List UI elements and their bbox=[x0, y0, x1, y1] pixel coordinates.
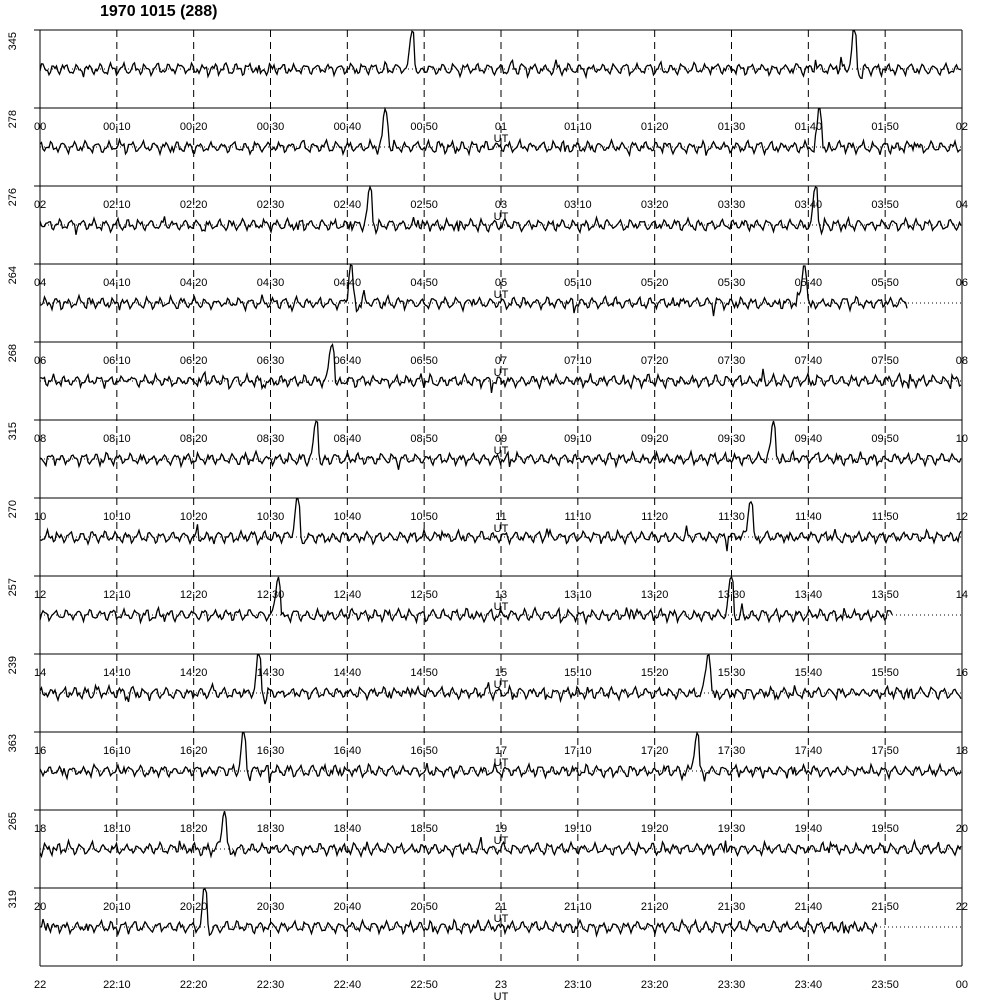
tick-label: 00 bbox=[34, 121, 47, 133]
tick-label: 13:10 bbox=[564, 589, 592, 601]
tick-label: 08:10 bbox=[103, 433, 131, 445]
tick-label: 02 bbox=[34, 199, 47, 211]
row-scale-label: 270 bbox=[7, 500, 19, 519]
tick-label: 06 bbox=[34, 355, 47, 367]
axis-unit-label: UT bbox=[493, 913, 509, 925]
tick-label: 12:40 bbox=[333, 589, 362, 601]
tick-label: 04 bbox=[34, 277, 47, 289]
tick-label: 12:30 bbox=[256, 589, 285, 601]
tick-label: 08:50 bbox=[410, 433, 438, 445]
tick-label: 01:50 bbox=[871, 121, 899, 133]
tick-label: 08 bbox=[34, 433, 47, 445]
tick-label: 16 bbox=[34, 745, 47, 757]
tick-label: 02 bbox=[955, 121, 968, 133]
row-scale-label: 265 bbox=[7, 812, 19, 831]
tick-label: 06:40 bbox=[333, 355, 362, 367]
tick-label: 22:10 bbox=[103, 979, 131, 991]
tick-label: 18:30 bbox=[256, 823, 285, 835]
tick-label: 22:40 bbox=[333, 979, 362, 991]
tick-label: 21:10 bbox=[564, 901, 592, 913]
axis-unit-label: UT bbox=[493, 757, 509, 769]
tick-label: 11:10 bbox=[564, 511, 592, 523]
tick-label: 14:20 bbox=[179, 667, 208, 679]
tick-label: 23 bbox=[494, 979, 508, 991]
tick-label: 00:20 bbox=[179, 121, 208, 133]
tick-label: 14:30 bbox=[256, 667, 285, 679]
tick-label: 23:20 bbox=[640, 979, 669, 991]
tick-label: 07:50 bbox=[871, 355, 899, 367]
tick-label: 22:50 bbox=[410, 979, 438, 991]
tick-label: 10:50 bbox=[410, 511, 438, 523]
tick-label: 21:20 bbox=[640, 901, 669, 913]
row-scale-label: 363 bbox=[7, 734, 19, 753]
tick-label: 12 bbox=[955, 511, 968, 523]
tick-label: 06:10 bbox=[103, 355, 131, 367]
tick-label: 09:20 bbox=[640, 433, 669, 445]
tick-label: 01:10 bbox=[564, 121, 592, 133]
tick-label: 19:10 bbox=[564, 823, 592, 835]
tick-label: 18:50 bbox=[410, 823, 438, 835]
tick-label: 04:40 bbox=[333, 277, 362, 289]
tick-label: 18:20 bbox=[179, 823, 208, 835]
row-scale-label: 239 bbox=[7, 656, 19, 675]
tick-label: 20 bbox=[34, 901, 47, 913]
tick-label: 22:20 bbox=[179, 979, 208, 991]
tick-label: 04:10 bbox=[103, 277, 131, 289]
tick-label: 07 bbox=[494, 355, 508, 367]
tick-label: 13:30 bbox=[717, 589, 746, 601]
tick-label: 16:30 bbox=[256, 745, 285, 757]
tick-label: 00:10 bbox=[103, 121, 131, 133]
axis-unit-label: UT bbox=[493, 835, 509, 847]
tick-label: 15:30 bbox=[717, 667, 746, 679]
tick-label: 01:40 bbox=[794, 121, 823, 133]
axis-unit-label: UT bbox=[493, 991, 509, 1000]
tick-label: 03:40 bbox=[794, 199, 823, 211]
tick-label: 06 bbox=[955, 277, 968, 289]
tick-label: 18:10 bbox=[103, 823, 131, 835]
tick-label: 15:10 bbox=[564, 667, 592, 679]
axis-unit-label: UT bbox=[493, 679, 509, 691]
tick-label: 15:40 bbox=[794, 667, 823, 679]
row-scale-label: 315 bbox=[7, 422, 19, 441]
tick-label: 18 bbox=[34, 823, 47, 835]
tick-label: 18:40 bbox=[333, 823, 362, 835]
tick-label: 10:10 bbox=[103, 511, 131, 523]
tick-label: 23:40 bbox=[794, 979, 823, 991]
tick-label: 05:40 bbox=[794, 277, 823, 289]
tick-label: 15:50 bbox=[871, 667, 899, 679]
tick-label: 20 bbox=[955, 823, 968, 835]
tick-label: 01:30 bbox=[717, 121, 746, 133]
tick-label: 06:30 bbox=[256, 355, 285, 367]
tick-label: 09:40 bbox=[794, 433, 823, 445]
tick-label: 20:20 bbox=[179, 901, 208, 913]
tick-label: 08:20 bbox=[179, 433, 208, 445]
tick-label: 05:50 bbox=[871, 277, 899, 289]
row-scale-label: 319 bbox=[7, 890, 19, 909]
axis-unit-label: UT bbox=[493, 211, 509, 223]
tick-label: 03:10 bbox=[564, 199, 592, 211]
tick-label: 16:40 bbox=[333, 745, 362, 757]
axis-unit-label: UT bbox=[493, 289, 509, 301]
tick-label: 09:30 bbox=[717, 433, 746, 445]
tick-label: 11 bbox=[495, 511, 507, 523]
tick-label: 13:50 bbox=[871, 589, 899, 601]
tick-label: 21:40 bbox=[794, 901, 823, 913]
tick-label: 14 bbox=[34, 667, 47, 679]
tick-label: 07:20 bbox=[640, 355, 669, 367]
axis-unit-label: UT bbox=[493, 601, 509, 613]
axis-unit-label: UT bbox=[493, 445, 509, 457]
tick-label: 05:30 bbox=[717, 277, 746, 289]
tick-label: 09 bbox=[494, 433, 508, 445]
tick-label: 12:50 bbox=[410, 589, 438, 601]
tick-label: 07:10 bbox=[564, 355, 592, 367]
tick-label: 23:30 bbox=[717, 979, 746, 991]
tick-label: 04:20 bbox=[179, 277, 208, 289]
tick-label: 16:50 bbox=[410, 745, 438, 757]
row-scale-label: 345 bbox=[7, 32, 19, 51]
tick-label: 05:20 bbox=[640, 277, 669, 289]
tick-label: 09:50 bbox=[871, 433, 899, 445]
tick-label: 16 bbox=[955, 667, 968, 679]
tick-label: 01 bbox=[494, 121, 508, 133]
tick-label: 18 bbox=[955, 745, 968, 757]
tick-label: 19:30 bbox=[717, 823, 746, 835]
tick-label: 12:20 bbox=[179, 589, 208, 601]
tick-label: 14:50 bbox=[410, 667, 438, 679]
axis-unit-label: UT bbox=[493, 133, 509, 145]
tick-label: 22:30 bbox=[256, 979, 285, 991]
tick-label: 20:10 bbox=[103, 901, 131, 913]
tick-label: 08:30 bbox=[256, 433, 285, 445]
row-scale-label: 276 bbox=[7, 188, 19, 207]
tick-label: 12:10 bbox=[103, 589, 131, 601]
tick-label: 05 bbox=[494, 277, 508, 289]
axis-unit-label: UT bbox=[493, 367, 509, 379]
tick-label: 11:40 bbox=[794, 511, 822, 523]
chart-title: 1970 1015 (288) bbox=[100, 3, 218, 20]
tick-label: 10 bbox=[955, 433, 968, 445]
tick-label: 02:40 bbox=[333, 199, 362, 211]
tick-label: 11:50 bbox=[871, 511, 899, 523]
tick-label: 17:40 bbox=[794, 745, 823, 757]
tick-label: 07:40 bbox=[794, 355, 823, 367]
tick-label: 01:20 bbox=[640, 121, 669, 133]
tick-label: 03 bbox=[494, 199, 508, 211]
tick-label: 21 bbox=[494, 901, 508, 913]
tick-label: 21:30 bbox=[717, 901, 746, 913]
tick-label: 05:10 bbox=[564, 277, 592, 289]
tick-label: 20:40 bbox=[333, 901, 362, 913]
tick-label: 14:40 bbox=[333, 667, 362, 679]
tick-label: 21:50 bbox=[871, 901, 899, 913]
tick-label: 07:30 bbox=[717, 355, 746, 367]
tick-label: 17:20 bbox=[640, 745, 669, 757]
tick-label: 02:30 bbox=[256, 199, 285, 211]
tick-label: 00:30 bbox=[256, 121, 285, 133]
row-scale-label: 264 bbox=[7, 266, 19, 285]
seismic-trace bbox=[40, 889, 877, 935]
row-scale-label: 268 bbox=[7, 344, 19, 363]
tick-label: 04:30 bbox=[256, 277, 285, 289]
tick-label: 13 bbox=[494, 589, 508, 601]
tick-label: 19:50 bbox=[871, 823, 899, 835]
tick-label: 00:50 bbox=[410, 121, 438, 133]
tick-label: 15 bbox=[494, 667, 508, 679]
tick-label: 10:40 bbox=[333, 511, 362, 523]
tick-label: 04 bbox=[955, 199, 968, 211]
tick-label: 10:30 bbox=[256, 511, 285, 523]
tick-label: 14 bbox=[955, 589, 968, 601]
tick-label: 12 bbox=[34, 589, 47, 601]
tick-label: 14:10 bbox=[103, 667, 131, 679]
tick-label: 16:10 bbox=[103, 745, 131, 757]
row-scale-label: 257 bbox=[7, 578, 19, 597]
tick-label: 20:30 bbox=[256, 901, 285, 913]
tick-label: 19:40 bbox=[794, 823, 823, 835]
tick-label: 16:20 bbox=[179, 745, 208, 757]
tick-label: 03:50 bbox=[871, 199, 899, 211]
tick-label: 20:50 bbox=[410, 901, 438, 913]
tick-label: 11:20 bbox=[641, 511, 669, 523]
tick-label: 08 bbox=[955, 355, 968, 367]
tick-label: 04:50 bbox=[410, 277, 438, 289]
tick-label: 06:20 bbox=[179, 355, 208, 367]
tick-label: 08:40 bbox=[333, 433, 362, 445]
tick-label: 13:20 bbox=[640, 589, 669, 601]
tick-label: 17:10 bbox=[564, 745, 592, 757]
tick-label: 17 bbox=[494, 745, 508, 757]
tick-label: 02:20 bbox=[179, 199, 208, 211]
tick-label: 15:20 bbox=[640, 667, 669, 679]
row-scale-label: 278 bbox=[7, 110, 19, 129]
tick-label: 19 bbox=[494, 823, 508, 835]
tick-label: 23:10 bbox=[564, 979, 592, 991]
tick-label: 17:30 bbox=[717, 745, 746, 757]
tick-label: 19:20 bbox=[640, 823, 669, 835]
tick-label: 00:40 bbox=[333, 121, 362, 133]
tick-label: 13:40 bbox=[794, 589, 823, 601]
tick-label: 03:30 bbox=[717, 199, 746, 211]
tick-label: 02:10 bbox=[103, 199, 131, 211]
tick-label: 03:20 bbox=[640, 199, 669, 211]
seismic-trace bbox=[40, 265, 907, 316]
tick-label: 22 bbox=[34, 979, 47, 991]
seismic-trace bbox=[40, 577, 892, 623]
tick-label: 06:50 bbox=[410, 355, 438, 367]
tick-label: 10 bbox=[34, 511, 47, 523]
axis-unit-label: UT bbox=[493, 523, 509, 535]
tick-label: 22 bbox=[955, 901, 968, 913]
tick-label: 23:50 bbox=[871, 979, 899, 991]
tick-label: 17:50 bbox=[871, 745, 899, 757]
tick-label: 00 bbox=[955, 979, 968, 991]
tick-label: 02:50 bbox=[410, 199, 438, 211]
tick-label: 11:30 bbox=[718, 511, 745, 523]
tick-label: 09:10 bbox=[564, 433, 592, 445]
tick-label: 10:20 bbox=[179, 511, 208, 523]
